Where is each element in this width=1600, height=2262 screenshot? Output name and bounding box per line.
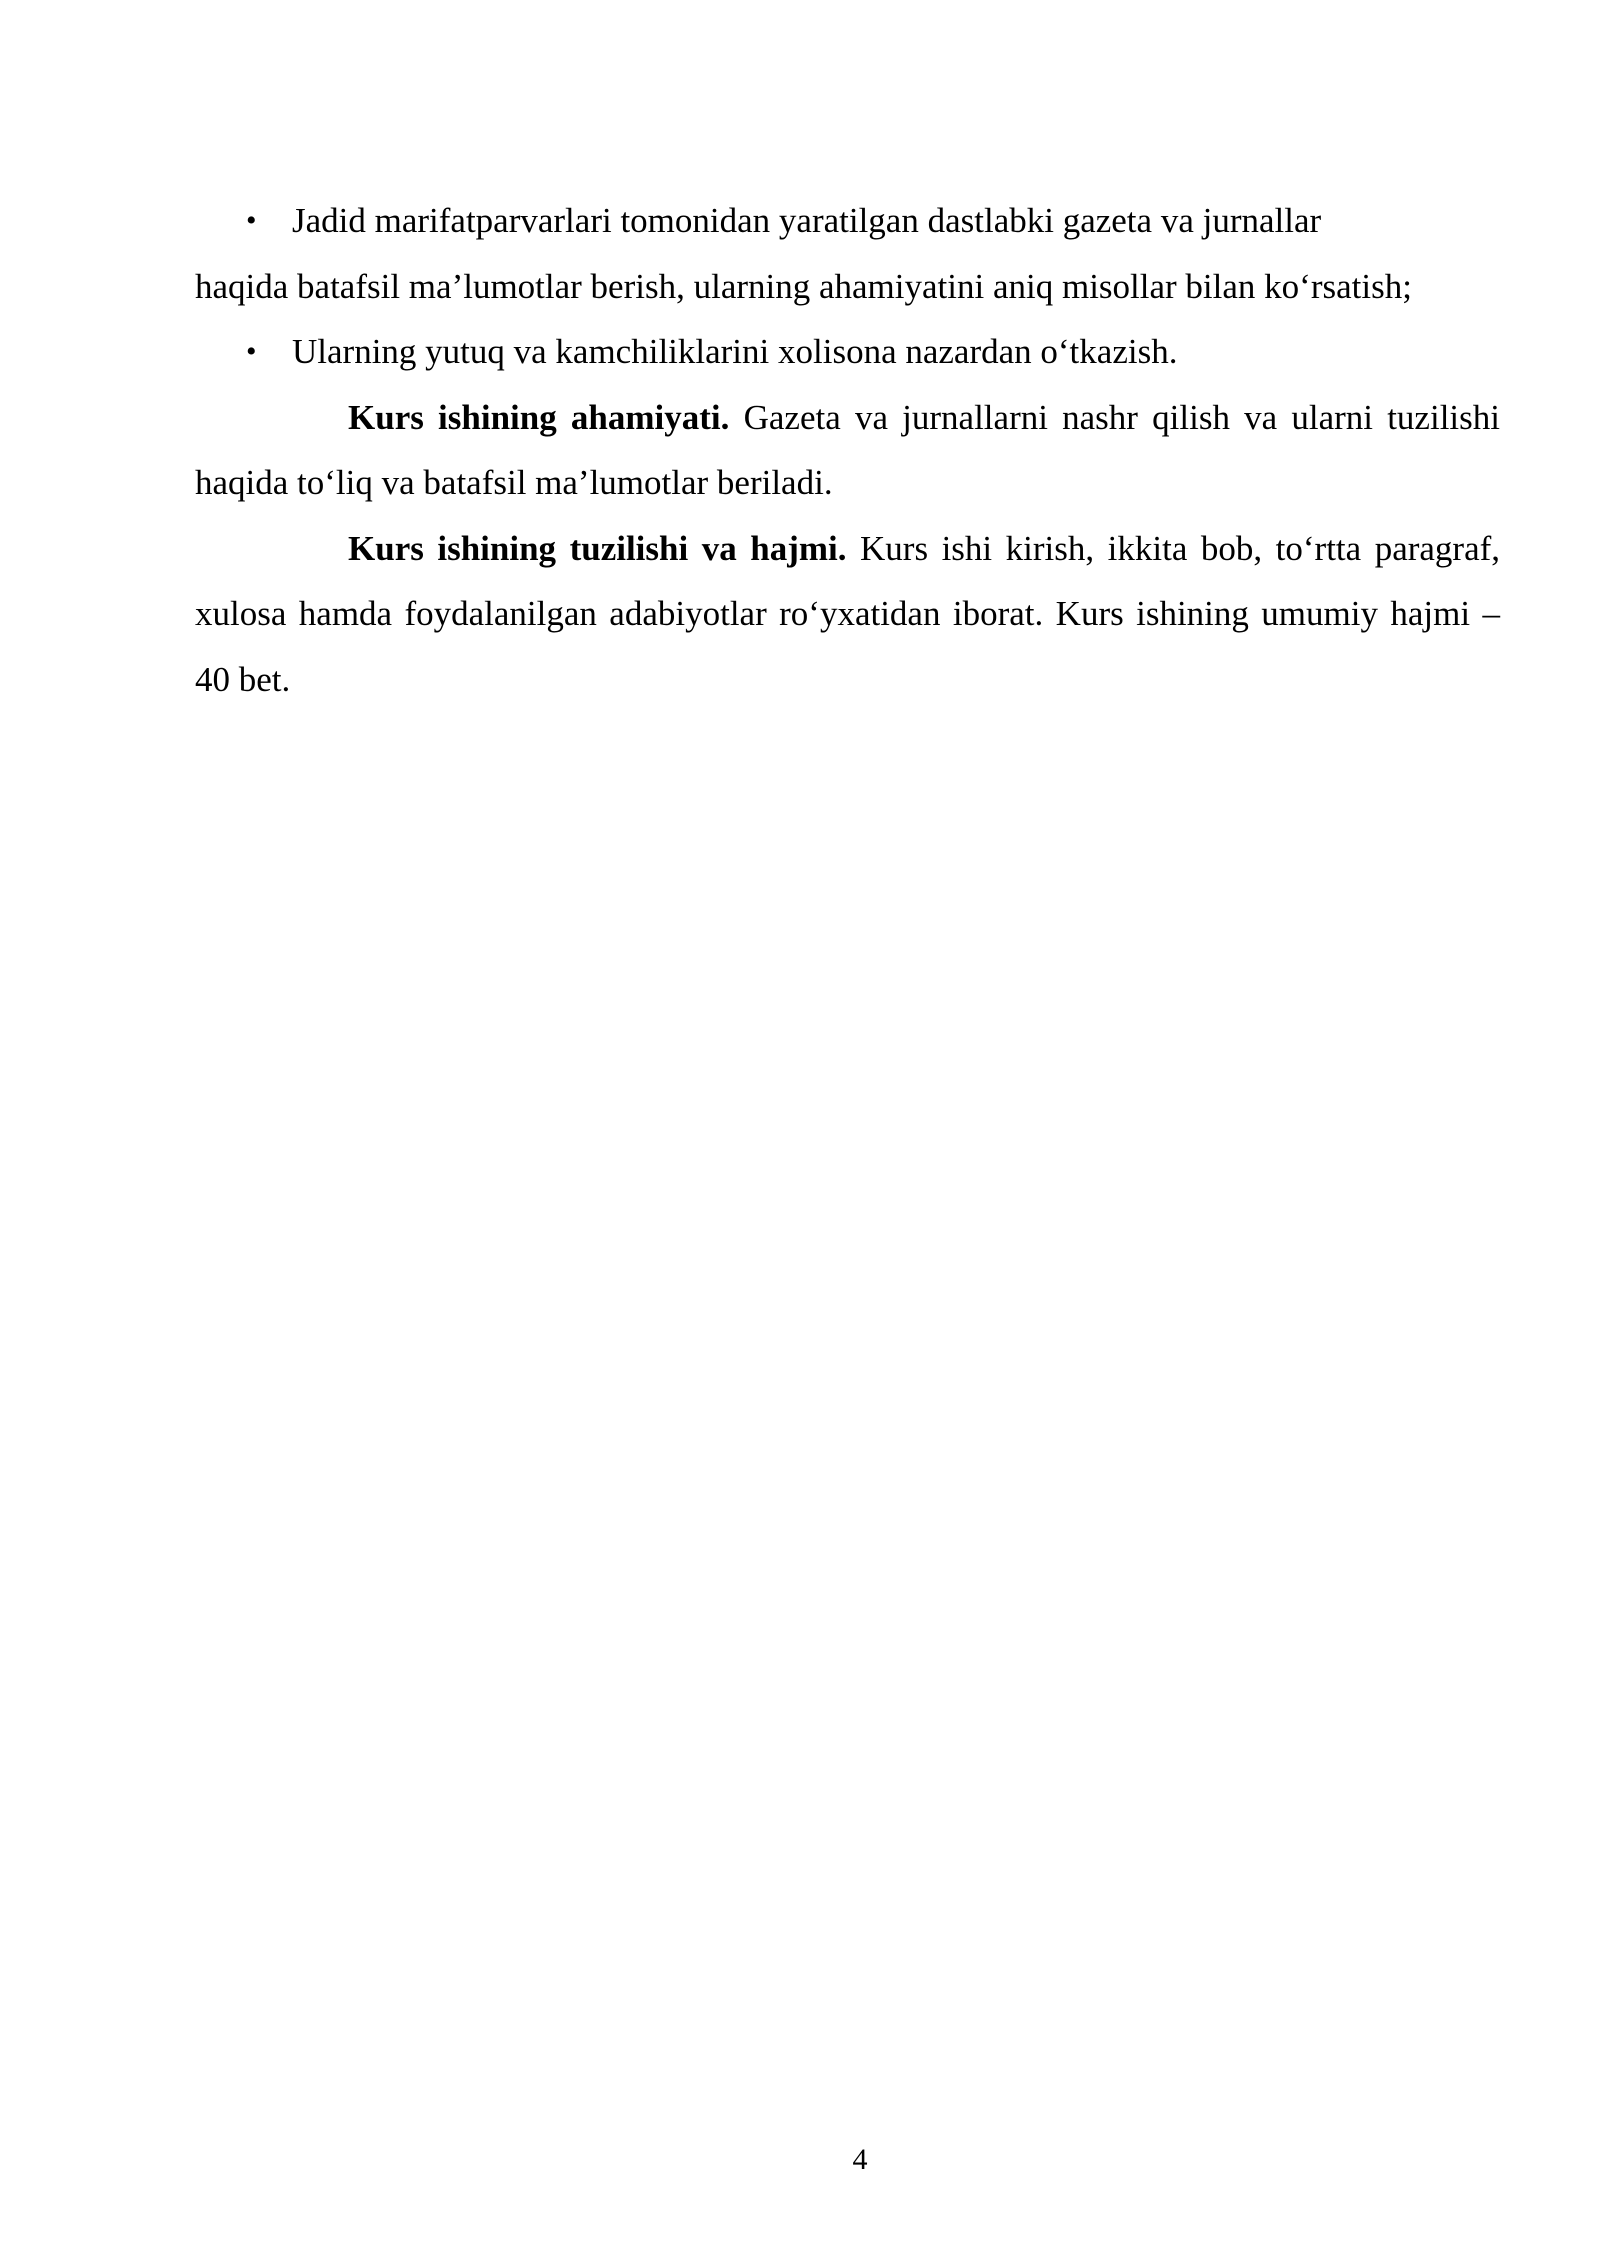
bullet-item (195, 188, 1500, 319)
paragraph-structure (195, 516, 1500, 713)
bullet-icon: • (246, 204, 257, 237)
paragraph-heading: Kurs ishining tuzilishi va hajmi. (348, 528, 847, 568)
bullet-first-line (195, 188, 1500, 254)
paragraph-heading: Kurs ishining ahamiyati. (348, 397, 730, 437)
page-number: 4 (852, 2143, 868, 2176)
document-body (195, 188, 1500, 712)
paragraph-text: Kurs ishi kirish, ikkita bob, to‘rtta paragraf, xulosa hamda foydalanilgan adabiyotlar ro‘yxatidan iborat. Kurs ishining umumiy hajmi – 40 bet. (195, 528, 1501, 699)
bullet-item (195, 319, 1500, 385)
paragraph-text: Gazeta va jurnallarni nashr qilish va ularni tuzilishi haqida to‘liq va batafsil ma’lumotlar beriladi. (195, 397, 1500, 502)
bullet-icon: • (246, 335, 257, 368)
bullet-first-line (195, 319, 1500, 385)
paragraph-significance (195, 385, 1500, 516)
bullet-continuation: haqida batafsil ma’lumotlar berish, ularning ahamiyatini aniq misollar bilan ko‘rsatish; (195, 266, 1412, 306)
bullet-text: Jadid marifatparvarlari tomonidan yaratilgan dastlabki gazeta va jurnallar (292, 201, 1322, 240)
bullet-text: Ularning yutuq va kamchiliklarini xolisona nazardan o‘tkazish. (292, 332, 1178, 371)
